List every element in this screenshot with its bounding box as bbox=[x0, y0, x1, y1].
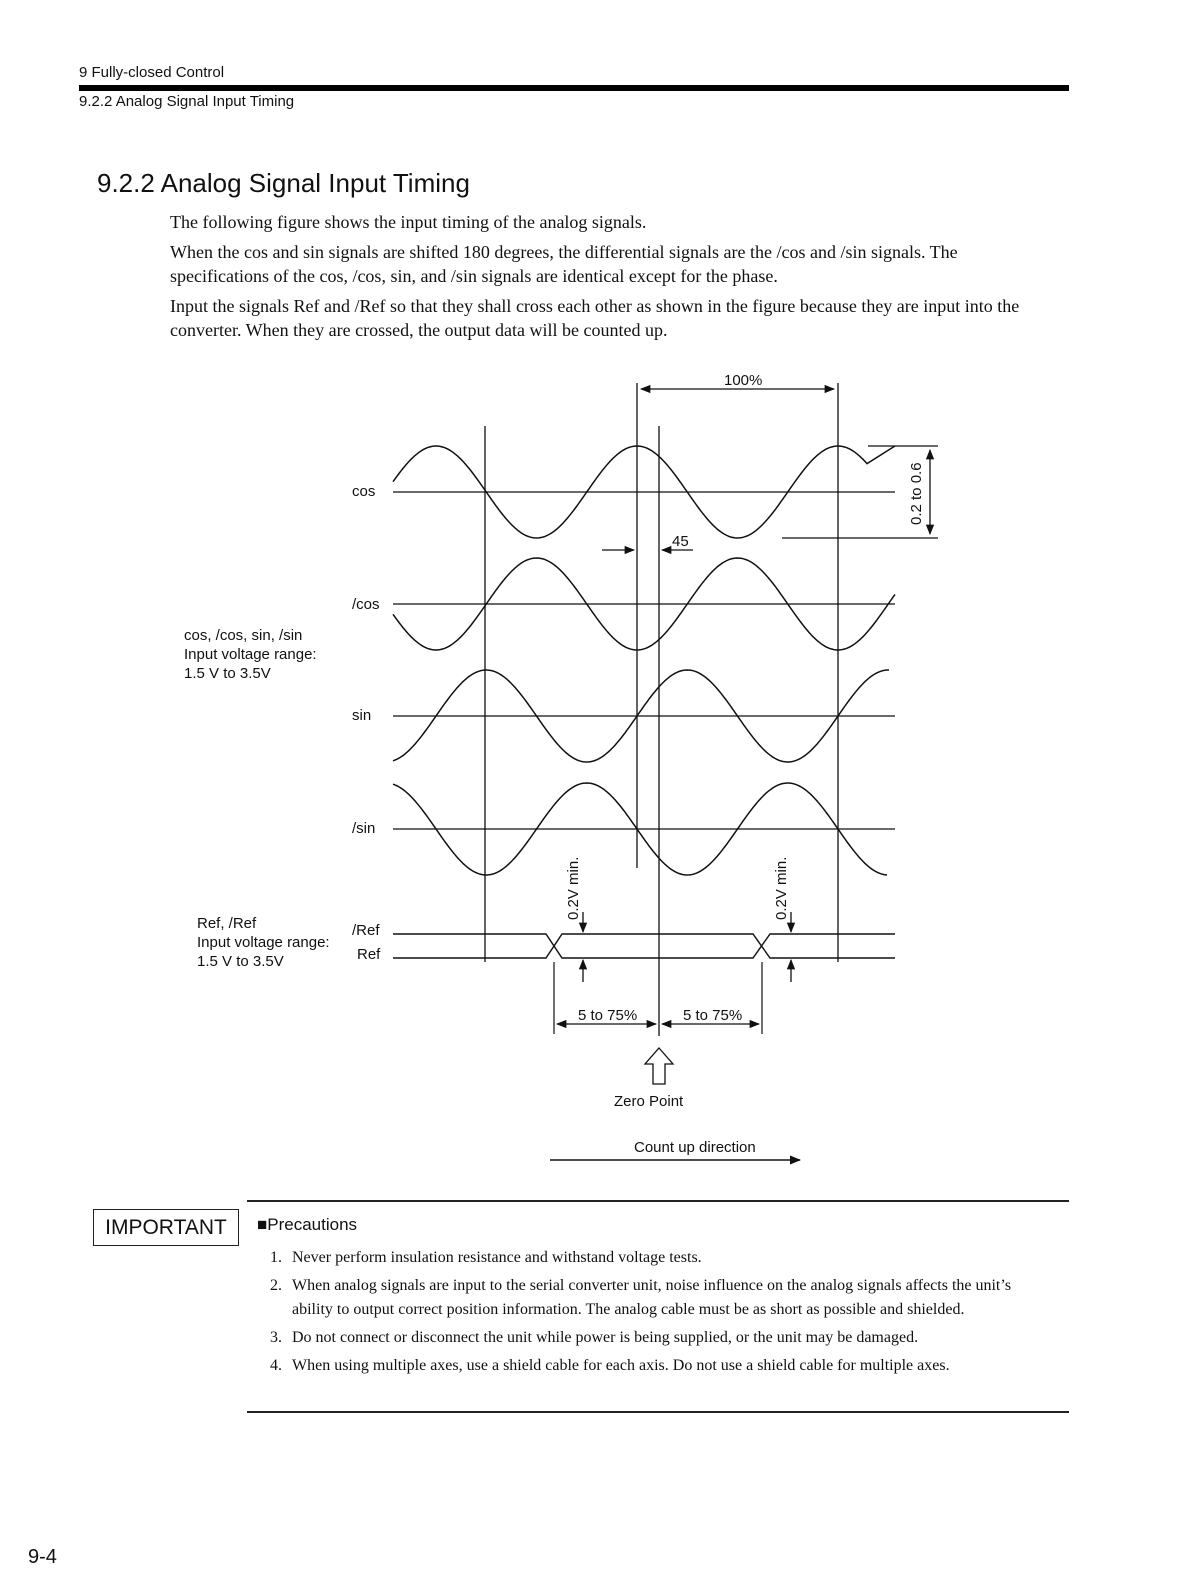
paragraph: When the cos and sin signals are shifted 180 degrees, the differential signals are the /cos and /sin signals. The specifications of the cos, /cos, sin, and /sin signals are identical except for the phase. bbox=[170, 242, 958, 286]
signal-range-note: cos, /cos, sin, /sin Input voltage range: 1.5 V to 3.5V bbox=[184, 627, 317, 682]
list-item bbox=[270, 1246, 1045, 1270]
count-direction-label: Count up direction bbox=[634, 1139, 756, 1156]
min-level-label: 0.2V min. bbox=[773, 856, 790, 920]
list-number: 1. bbox=[270, 1249, 282, 1266]
signal-label-nsin: /sin bbox=[352, 820, 376, 837]
list-text: Never perform insulation resistance and withstand voltage tests. bbox=[292, 1249, 702, 1266]
section-title: 9.2.2 Analog Signal Input Timing bbox=[97, 168, 470, 198]
list-number: 4. bbox=[270, 1357, 282, 1374]
running-header-section: 9.2.2 Analog Signal Input Timing bbox=[79, 93, 295, 110]
list-number: 2. bbox=[270, 1277, 282, 1294]
ref-waveform bbox=[393, 934, 895, 958]
signal-label-cos: cos bbox=[352, 483, 376, 500]
window-label-left: 5 to 75% bbox=[578, 1007, 638, 1024]
list-item bbox=[270, 1354, 1045, 1378]
list-text: Do not connect or disconnect the unit while power is being supplied, or the unit may be damaged. bbox=[292, 1329, 919, 1346]
precautions-list bbox=[270, 1246, 1045, 1382]
page-number: 9-4 bbox=[28, 1546, 57, 1568]
period-label: 100% bbox=[724, 372, 763, 389]
nref-waveform bbox=[393, 934, 895, 958]
list-item bbox=[270, 1326, 1045, 1350]
paragraph: Input the signals Ref and /Ref so that they shall cross each other as shown in the figure because they are input into the converter. When they are crossed, the output data will be counted up. bbox=[170, 296, 1020, 340]
amplitude-label: 0.2 to 0.6 bbox=[908, 462, 925, 525]
important-rule-bottom bbox=[247, 1411, 1069, 1413]
list-text: When analog signals are input to the serial converter unit, noise influence on the analog signals affects the unit’s ability to output correct position information. The analog cable must be as short as possible and shielded. bbox=[292, 1277, 1012, 1318]
important-label-box: IMPORTANT bbox=[93, 1209, 239, 1246]
signal-label-nref: /Ref bbox=[352, 922, 380, 939]
zero-point-label: Zero Point bbox=[614, 1093, 684, 1110]
phase-label: 45 bbox=[672, 533, 689, 550]
signal-label-ref: Ref bbox=[357, 946, 381, 963]
signal-label-ncos: /cos bbox=[352, 596, 380, 613]
important-rule-top bbox=[247, 1200, 1069, 1202]
min-level-label: 0.2V min. bbox=[565, 856, 582, 920]
paragraph: The following figure shows the input timing of the analog signals. bbox=[170, 212, 647, 232]
precautions-title: ■Precautions bbox=[257, 1215, 358, 1234]
ref-range-note: Ref, /Ref Input voltage range: 1.5 V to 3.5V bbox=[197, 915, 330, 970]
list-item bbox=[270, 1274, 1045, 1322]
list-number: 3. bbox=[270, 1329, 282, 1346]
signal-label-sin: sin bbox=[352, 707, 372, 724]
window-label-right: 5 to 75% bbox=[683, 1007, 743, 1024]
list-text: When using multiple axes, use a shield cable for each axis. Do not use a shield cable for multiple axes. bbox=[292, 1357, 950, 1374]
running-header-chapter: 9 Fully-closed Control bbox=[79, 64, 225, 81]
zero-point-arrow-icon bbox=[645, 1048, 673, 1084]
